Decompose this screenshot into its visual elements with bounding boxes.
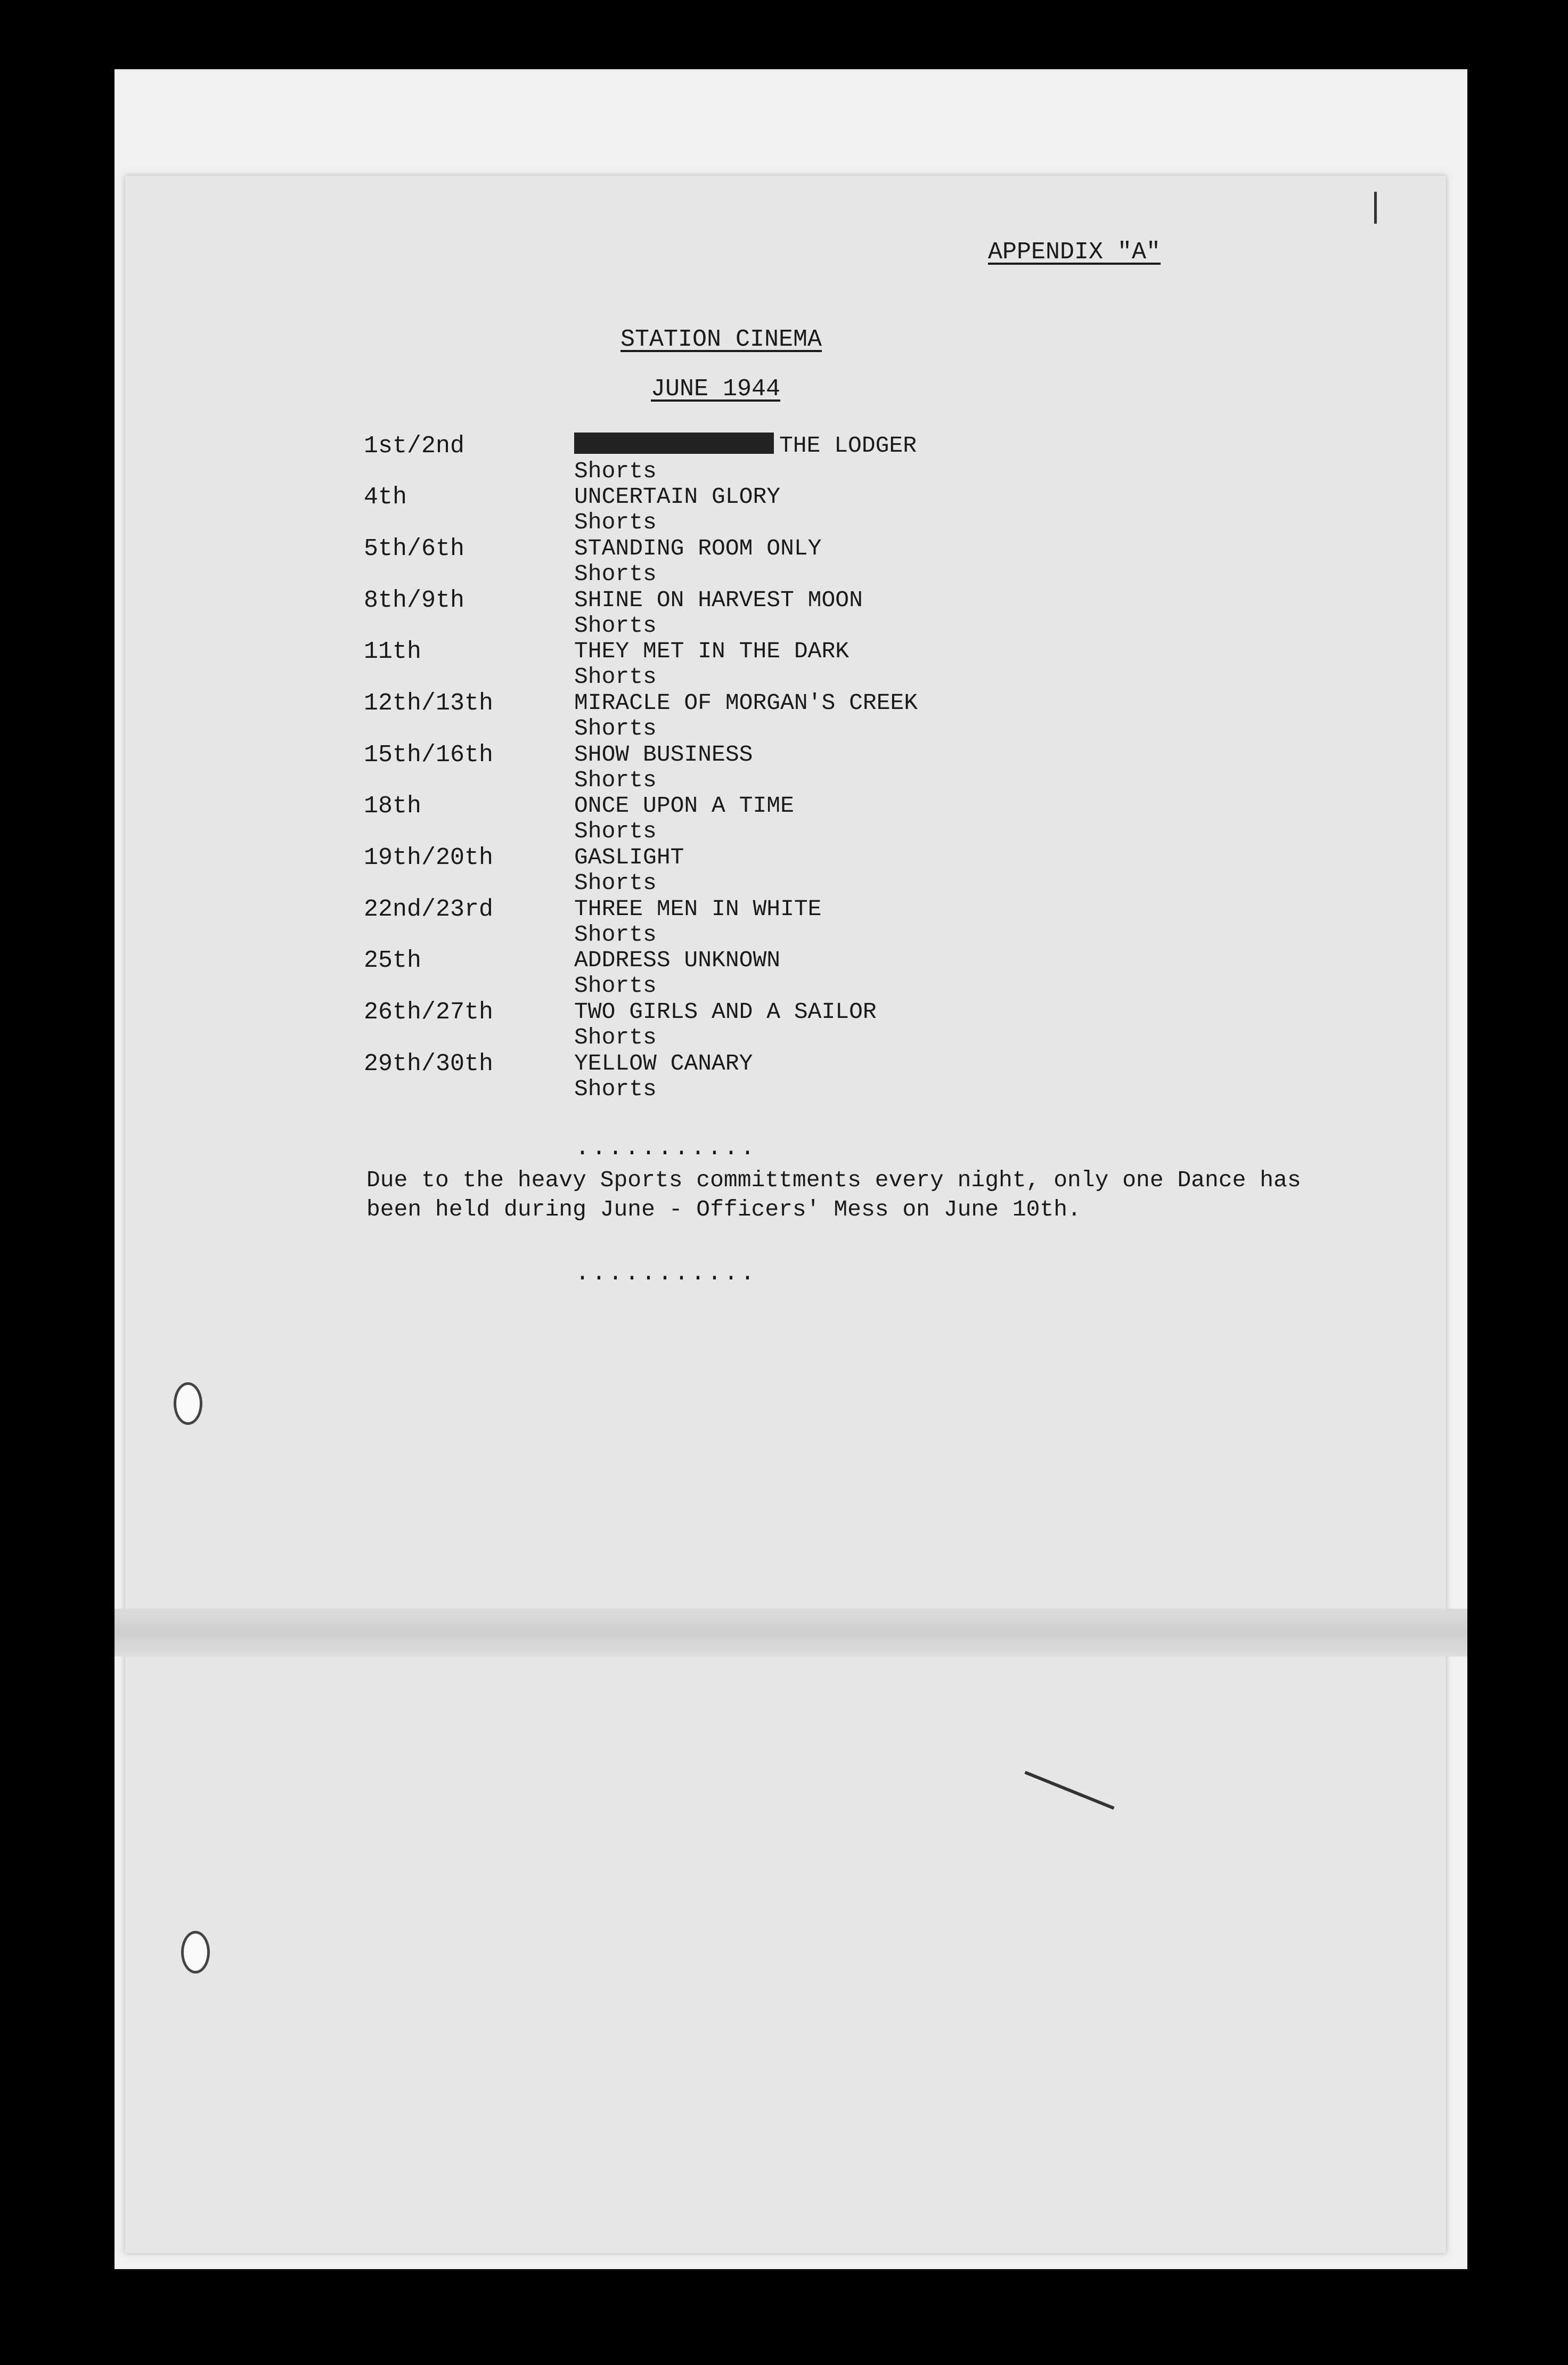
entry-date: 26th/27th: [364, 999, 494, 1026]
schedule-entry: [0, 896, 1568, 947]
entry-film-title: ONCE UPON A TIME: [574, 793, 794, 819]
entry-date: 29th/30th: [364, 1050, 494, 1078]
entry-date: 4th: [364, 484, 407, 511]
separator-top: ...........: [575, 1135, 757, 1162]
schedule-entry: [0, 690, 1568, 741]
schedule-entry: [0, 844, 1568, 895]
entry-film-title: SHINE ON HARVEST MOON: [574, 587, 863, 613]
schedule-entry: [0, 793, 1568, 844]
document-month: JUNE 1944: [651, 376, 781, 403]
entry-shorts-note: Shorts: [574, 818, 657, 844]
entry-film-title: THE LODGER: [779, 433, 917, 459]
entry-film-title: THREE MEN IN WHITE: [574, 896, 822, 922]
entry-film-title: THEY MET IN THE DARK: [574, 638, 850, 664]
entry-film-title: UNCERTAIN GLORY: [574, 484, 781, 510]
entry-date: 22nd/23rd: [364, 896, 494, 923]
entry-shorts-note: Shorts: [574, 613, 657, 639]
schedule-entry: [0, 947, 1568, 998]
entry-shorts-note: Shorts: [574, 664, 657, 690]
document-title: STATION CINEMA: [620, 326, 822, 353]
entry-date: 18th: [364, 793, 422, 820]
entry-date: 5th/6th: [364, 535, 465, 562]
entry-shorts-note: Shorts: [574, 973, 657, 999]
page-fold: [115, 1609, 1467, 1657]
note-line-1: Due to the heavy Sports committments every night, only one Dance has: [366, 1167, 1301, 1193]
punch-hole-lower: [181, 1931, 210, 1973]
separator-bottom: ...........: [575, 1260, 757, 1287]
entry-shorts-note: Shorts: [574, 715, 657, 741]
schedule-entry: [0, 1050, 1568, 1102]
entry-film-title: MIRACLE OF MORGAN'S CREEK: [574, 690, 918, 716]
entry-date: 19th/20th: [364, 844, 494, 871]
entry-date: 11th: [364, 638, 422, 665]
entry-shorts-note: Shorts: [574, 561, 657, 587]
entry-shorts-note: Shorts: [574, 1024, 657, 1050]
entry-date: 8th/9th: [364, 587, 465, 614]
entry-shorts-note: Shorts: [574, 921, 657, 948]
note-line-2: been held during June - Officers' Mess on June 10th.: [366, 1196, 1081, 1222]
schedule-entry: [0, 484, 1568, 535]
schedule-entry: [0, 535, 1568, 586]
entry-film-title: ADDRESS UNKNOWN: [574, 947, 781, 973]
entry-film-title: GASLIGHT: [574, 844, 684, 870]
entry-film-title: YELLOW CANARY: [574, 1050, 753, 1077]
appendix-label: APPENDIX "A": [988, 239, 1161, 266]
entry-date: 1st/2nd: [364, 433, 465, 460]
entry-film-title: TWO GIRLS AND A SAILOR: [574, 999, 877, 1025]
entry-date: 15th/16th: [364, 741, 494, 769]
entry-shorts-note: Shorts: [574, 767, 657, 793]
schedule-entry: [0, 433, 1568, 484]
note-paragraph: [366, 1165, 1301, 1224]
entry-shorts-note: Shorts: [574, 870, 657, 896]
struck-out-label: MEETXTHEXPEOPLE: [574, 431, 757, 454]
punch-hole-upper: [174, 1382, 202, 1425]
entry-film-title: STANDING ROOM ONLY: [574, 535, 822, 561]
entry-shorts-note: Shorts: [574, 1076, 657, 1102]
entry-date: 12th/13th: [364, 690, 494, 717]
schedule-entry: [0, 999, 1568, 1050]
edge-mark: [1374, 192, 1377, 224]
schedule-entry: [0, 587, 1568, 638]
entry-shorts-note: Shorts: [574, 458, 657, 484]
entry-date: 25th: [364, 947, 422, 974]
entry-shorts-note: Shorts: [574, 509, 657, 535]
entry-film-title: SHOW BUSINESS: [574, 741, 753, 768]
schedule-entry: [0, 638, 1568, 689]
schedule-entry: [0, 741, 1568, 793]
